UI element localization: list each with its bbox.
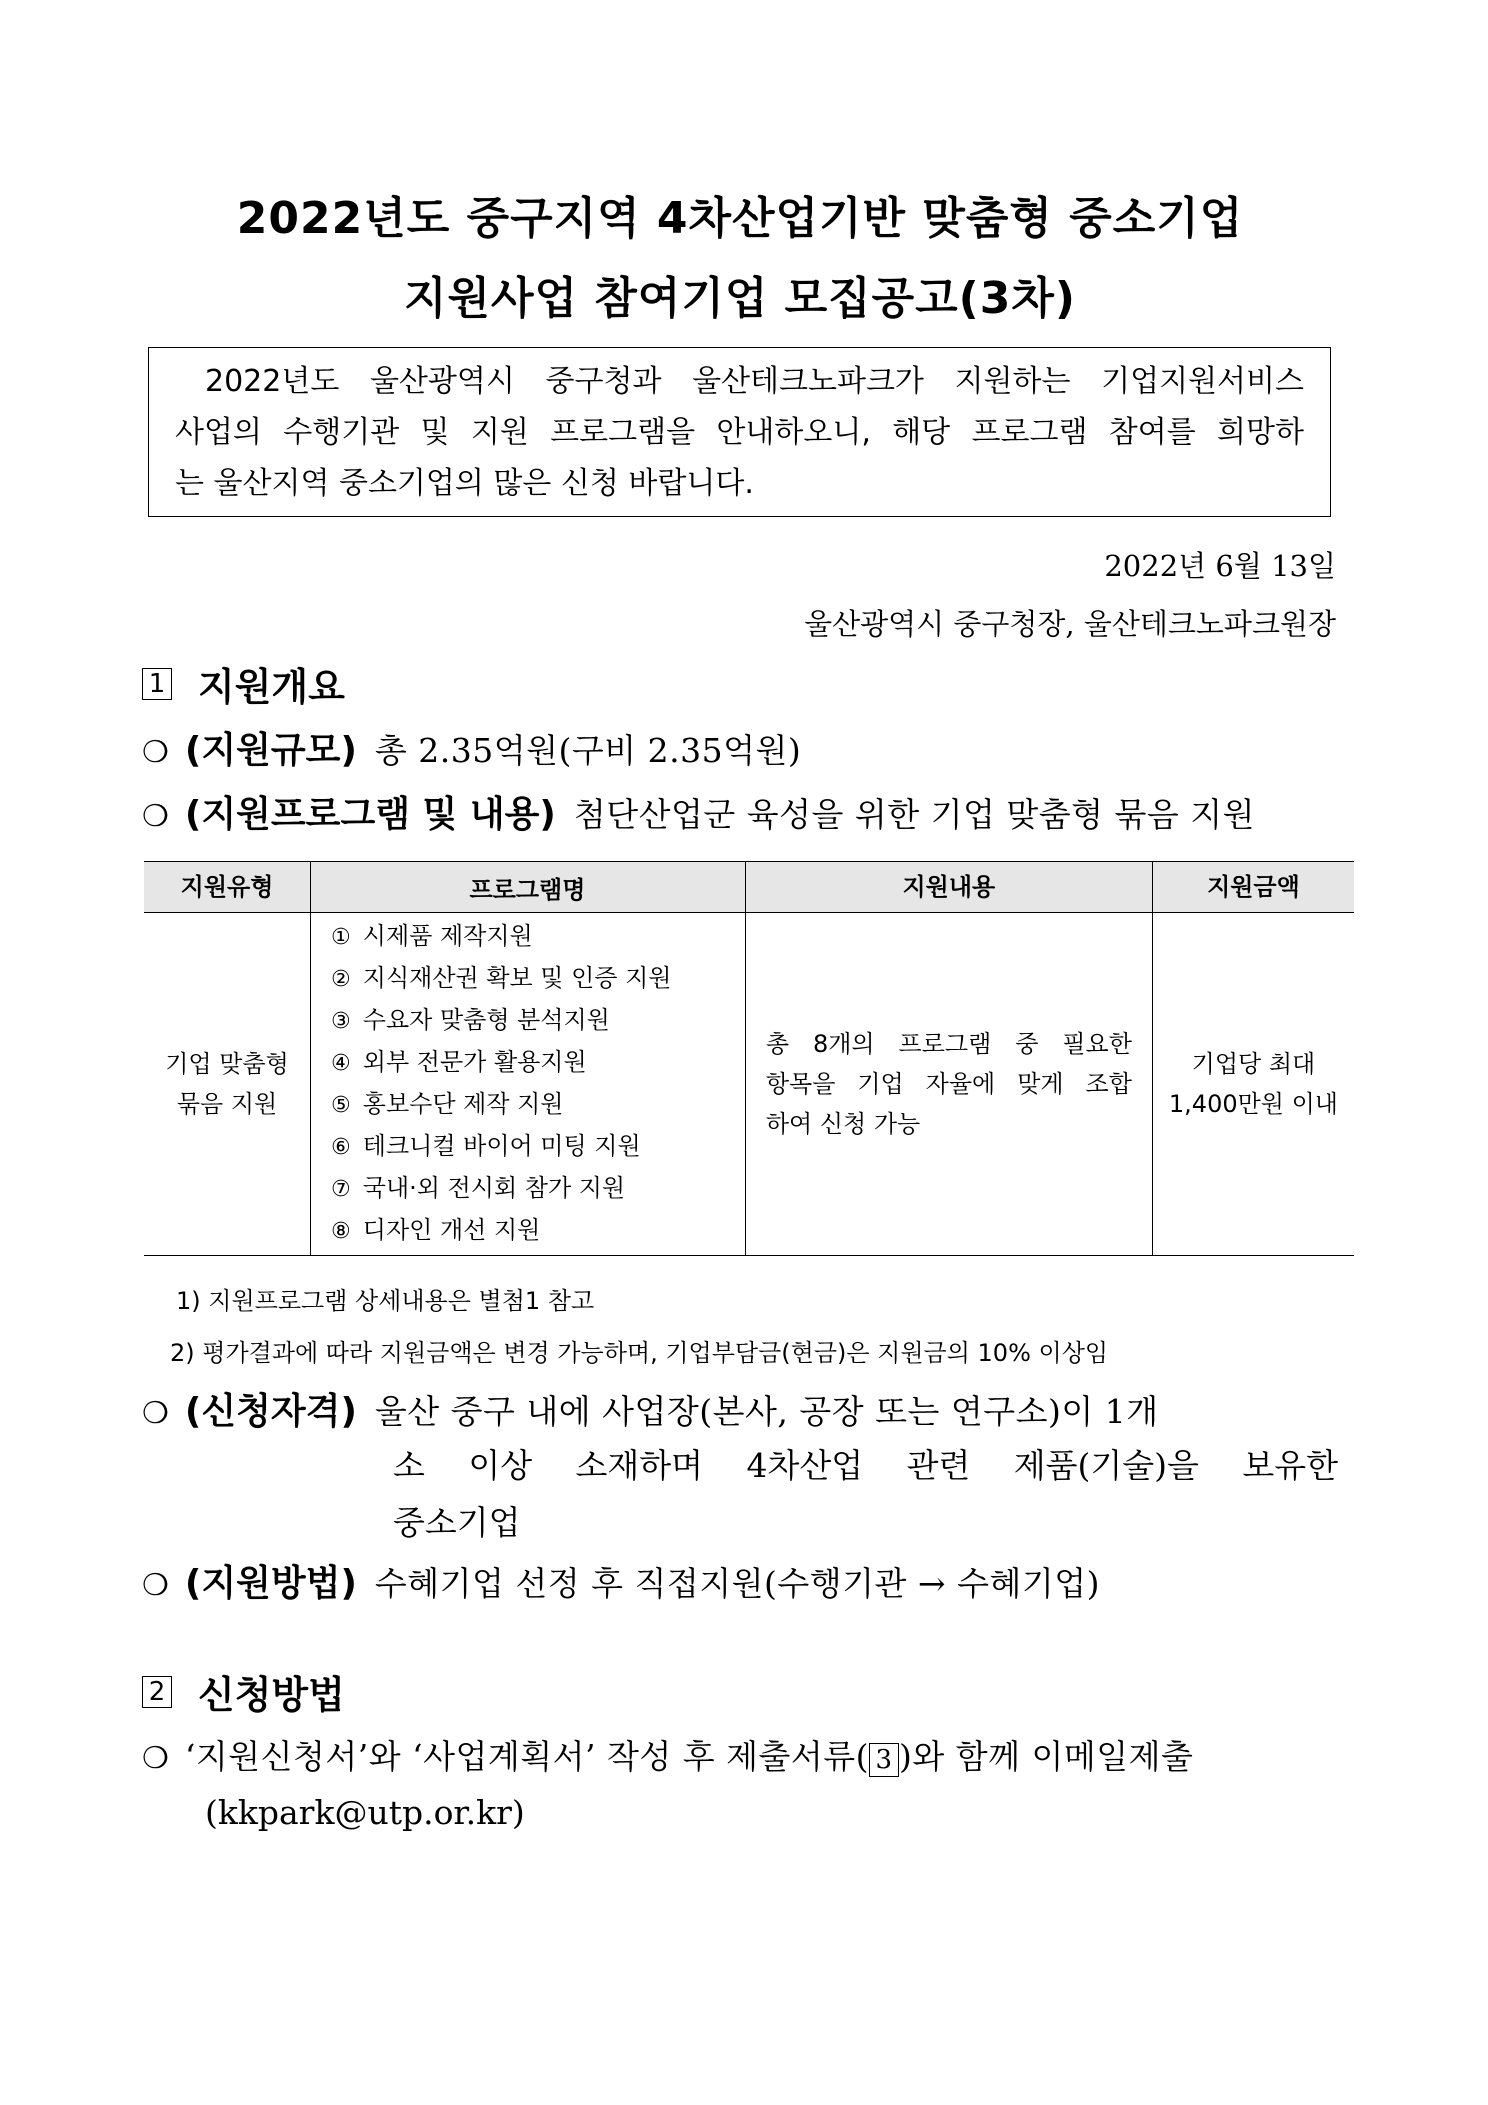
number-mark: ⑥: [331, 1135, 351, 1160]
program-name: 지식재산권 확보 및 인증 지원: [362, 964, 672, 992]
section-title: 지원개요: [198, 665, 345, 709]
bullet-text: 첨단산업군 육성을 위한 기업 맞춤형 묶음 지원: [573, 795, 1255, 834]
support-program-table: [144, 861, 1354, 1256]
bullet-scale: [142, 722, 801, 773]
announcement-date: 2022년 6월 13일: [1104, 549, 1336, 583]
program-list: [331, 916, 744, 1252]
list-item: [331, 1084, 744, 1126]
table-header-row: [144, 862, 1354, 913]
footnote-1: 1) 지원프로그램 상세내용은 별첨1 참고: [176, 1287, 595, 1315]
attachment-number-box: 3: [869, 1743, 899, 1777]
section-heading-overview: [142, 656, 345, 711]
footnote-2: 2) 평가결과에 따라 지원금액은 변경 가능하며, 기업부담금(현금)은 지원금의 10% 이상임: [170, 1339, 1109, 1367]
section-heading-application: [142, 1664, 345, 1719]
number-mark: ④: [331, 1051, 351, 1076]
content-line-3: 하여 신청 가능: [765, 1110, 921, 1138]
bullet-text: 울산 중구 내에 사업장(본사, 공장 또는 연구소)이 1개: [374, 1392, 1159, 1431]
cell-programs: [311, 913, 746, 1256]
program-name: 테크니컬 바이어 미팅 지원: [362, 1132, 641, 1160]
bullet-circle-icon: ❍: [142, 799, 169, 834]
cell-amount: [1152, 913, 1354, 1256]
number-mark: ⑤: [331, 1093, 351, 1118]
apply-text-after: )와 함께 이메일제출: [899, 1737, 1194, 1776]
title-line-1: 2022년도 중구지역 4차산업기반 맞춤형 중소기업: [236, 193, 1244, 244]
list-item: [331, 1042, 744, 1084]
number-mark: ①: [331, 925, 351, 950]
list-item: [331, 1210, 744, 1252]
cell-type: [144, 913, 311, 1256]
intro-line-2: 사업의 수행기관 및 지원 프로그램을 안내하오니, 해당 프로그램 참여를 희망하: [175, 415, 1304, 450]
program-name: 국내·외 전시회 참가 지원: [362, 1174, 626, 1202]
contact-email[interactable]: (kkpark@utp.or.kr): [205, 1793, 525, 1832]
bullet-circle-icon: ❍: [142, 735, 169, 770]
intro-box: [148, 347, 1331, 517]
issuer: 울산광역시 중구청장, 울산테크노파크원장: [804, 607, 1336, 641]
list-item: [331, 1168, 744, 1210]
program-name: 디자인 개선 지원: [362, 1216, 541, 1244]
bullet-text: 총 2.35억원(구비 2.35억원): [374, 731, 802, 770]
type-line-2: 묶음 지원: [176, 1090, 278, 1118]
bullet-circle-icon: ❍: [142, 1396, 169, 1431]
program-name: 수요자 맞춤형 분석지원: [362, 1006, 610, 1034]
section-title: 신청방법: [198, 1673, 345, 1717]
number-mark: ②: [331, 967, 351, 992]
program-name: 외부 전문가 활용지원: [362, 1048, 587, 1076]
content-line-2: 항목을 기업 자율에 맞게 조합: [765, 1070, 1132, 1098]
list-item: [331, 958, 744, 1000]
program-name: 시제품 제작지원: [362, 922, 533, 950]
type-line-1: 기업 맞춤형: [165, 1050, 289, 1078]
amount-line-2: 1,400만원 이내: [1168, 1090, 1338, 1118]
number-mark: ⑧: [331, 1219, 351, 1244]
list-item: [331, 1126, 744, 1168]
section-number-box: 2: [142, 1676, 172, 1708]
bullet-label: (지원방법): [184, 1563, 357, 1604]
eligibility-line-3: 중소기업: [393, 1503, 521, 1542]
bullet-eligibility: [142, 1383, 1159, 1434]
header-content: 지원내용: [745, 862, 1152, 913]
cell-content: [745, 913, 1152, 1256]
program-name: 홍보수단 제작 지원: [362, 1090, 564, 1118]
intro-line-1: 2022년도 울산광역시 중구청과 울산테크노파크가 지원하는 기업지원서비스: [205, 364, 1304, 399]
list-item: [331, 1000, 744, 1042]
table-row: [144, 913, 1354, 1256]
eligibility-line-2: 소 이상 소재하며 4차산업 관련 제품(기술)을 보유한: [393, 1446, 1338, 1485]
header-program: 프로그램명: [311, 862, 746, 913]
bullet-apply: [142, 1731, 1193, 1778]
intro-line-3: 는 울산지역 중소기업의 많은 신청 바랍니다.: [175, 466, 754, 501]
bullet-method: [142, 1555, 1100, 1606]
section-number-box: 1: [142, 668, 172, 700]
amount-line-1: 기업당 최대: [1191, 1050, 1316, 1078]
bullet-label: (지원프로그램 및 내용): [184, 794, 556, 835]
header-amount: 지원금액: [1152, 862, 1354, 913]
apply-text-before: ‘지원신청서’와 ‘사업계획서’ 작성 후 제출서류(: [184, 1737, 870, 1776]
bullet-text: 수혜기업 선정 후 직접지원(수행기관 → 수혜기업): [374, 1564, 1100, 1603]
number-mark: ③: [331, 1009, 351, 1034]
bullet-label: (지원규모): [184, 730, 357, 771]
list-item: [331, 916, 744, 958]
bullet-circle-icon: ❍: [142, 1741, 169, 1776]
title-line-2: 지원사업 참여기업 모집공고(3차): [403, 273, 1077, 324]
content-line-1: 총 8개의 프로그램 중 필요한: [765, 1030, 1132, 1058]
header-type: 지원유형: [144, 862, 311, 913]
bullet-label: (신청자격): [184, 1391, 357, 1432]
bullet-circle-icon: ❍: [142, 1568, 169, 1603]
bullet-program: [142, 786, 1255, 837]
number-mark: ⑦: [331, 1177, 351, 1202]
